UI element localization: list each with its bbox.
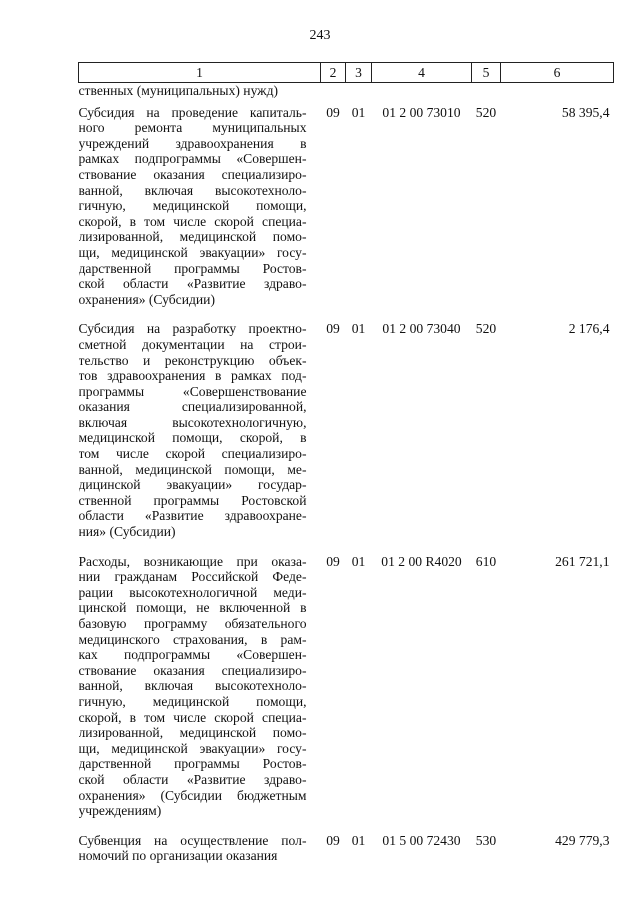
description-line: оказания специализированной, xyxy=(78,399,307,415)
description-line: рамках подпрограммы «Совершен- xyxy=(78,151,307,167)
column-header: 6 xyxy=(501,63,614,83)
amount: 261 721,1 xyxy=(555,553,610,569)
continuation-text: ственных (муниципальных) нужд) xyxy=(78,83,279,98)
description-line: тов здравоохранения в рамках под- xyxy=(78,368,307,384)
description-line: учреждений здравоохранения в xyxy=(78,135,307,151)
target-code: 01 2 00 R4020 xyxy=(381,553,462,569)
description-line: гичную, медицинской помощи, xyxy=(78,198,307,214)
ministry-code: 09 xyxy=(326,553,340,569)
description-line: ванной, включая высокотехноло- xyxy=(78,678,307,694)
description-line: скорой, в том числе скорой специа- xyxy=(78,709,307,725)
description-line: ния» (Субсидии) xyxy=(78,524,176,540)
description-line: номочий по организации оказания xyxy=(78,848,278,864)
budget-table xyxy=(78,62,614,878)
description-line: ванной, медицинской помощи, ме- xyxy=(78,461,307,477)
column-header: 4 xyxy=(372,63,472,83)
section-code: 01 xyxy=(351,321,366,337)
description-line: щи, медицинской эвакуации» госу- xyxy=(78,244,307,260)
section-code: 01 xyxy=(351,832,366,848)
description-line: скорой, в том числе скорой специа- xyxy=(78,213,307,229)
page-number: 243 xyxy=(309,28,331,43)
description-line: медицинской помощи, скорой, в xyxy=(78,430,307,446)
ministry-code: 09 xyxy=(326,104,340,120)
description-line: ской области «Развитие здраво- xyxy=(78,276,307,292)
target-code: 01 5 00 72430 xyxy=(382,832,461,848)
target-code: 01 2 00 73010 xyxy=(382,104,461,120)
header-row xyxy=(79,63,614,83)
description-line: ствование оказания специализиро- xyxy=(78,166,307,182)
column-header: 2 xyxy=(321,63,346,83)
description-line: учреждениям) xyxy=(78,803,162,819)
description-line: охранения» (Субсидии бюджетным xyxy=(78,787,307,803)
amount: 2 176,4 xyxy=(568,321,610,337)
ministry-code: 09 xyxy=(326,832,340,848)
expense-description xyxy=(79,105,321,322)
description-line: тельство и реконструкцию объек- xyxy=(78,352,307,368)
column-header: 3 xyxy=(346,63,372,83)
description-line: том числе скорой специализиро- xyxy=(78,446,307,462)
expense-type-code: 520 xyxy=(475,104,497,120)
description-line: ской области «Развитие здраво- xyxy=(78,771,307,787)
table-row xyxy=(79,833,614,878)
description-line: Расходы, возникающие при оказа- xyxy=(78,553,307,569)
description-line: лизированной, медицинской помо- xyxy=(78,725,307,741)
description-line: ках подпрограммы «Совершен- xyxy=(78,647,307,663)
section-code: 01 xyxy=(351,104,366,120)
amount: 58 395,4 xyxy=(561,104,610,120)
description-line: сметной документации на строи- xyxy=(78,336,307,352)
amount: 429 779,3 xyxy=(555,832,610,848)
description-line: Субсидия на проведение капиталь- xyxy=(78,104,307,120)
description-line: дарственной программы Ростов- xyxy=(78,260,307,276)
expense-type-code: 530 xyxy=(475,832,497,848)
ministry-code: 09 xyxy=(326,321,340,337)
target-code: 01 2 00 73040 xyxy=(382,321,461,337)
description-line: ванной, включая высокотехноло- xyxy=(78,182,307,198)
description-line: ствование оказания специализиро- xyxy=(78,662,307,678)
description-line: лизированной, медицинской помо- xyxy=(78,229,307,245)
description-line: ного ремонта муниципальных xyxy=(78,120,307,136)
description-line: цинской помощи, не включенной в xyxy=(78,600,307,616)
description-line: охранения» (Субсидии) xyxy=(78,291,215,307)
continuation-row xyxy=(79,83,614,105)
expense-description xyxy=(79,554,321,833)
expense-description xyxy=(79,321,321,553)
column-header: 1 xyxy=(79,63,321,83)
expense-type-code: 520 xyxy=(475,321,497,337)
description-line: гичную, медицинской помощи, xyxy=(78,693,307,709)
description-line: нии гражданам Российской Феде- xyxy=(78,569,307,585)
table-row xyxy=(79,554,614,833)
description-line: дицинской эвакуации» государ- xyxy=(78,477,307,493)
expense-type-code: 610 xyxy=(475,553,497,569)
description-line: базовую программу обязательного xyxy=(78,616,307,631)
column-header: 5 xyxy=(472,63,501,83)
description-line: рации высокотехнологичной меди- xyxy=(78,584,307,600)
description-line: медицинского страхования, в рам- xyxy=(78,631,307,647)
description-line: Субсидия на разработку проектно- xyxy=(78,321,307,337)
description-line: области «Развитие здравоохране- xyxy=(78,508,307,524)
section-code: 01 xyxy=(351,553,366,569)
table-row xyxy=(79,105,614,322)
table-row xyxy=(79,321,614,553)
description-line: дарственной программы Ростов- xyxy=(78,756,307,772)
description-line: ственной программы Ростовской xyxy=(78,492,307,508)
description-line: Субвенция на осуществление пол- xyxy=(78,832,307,848)
expense-description xyxy=(79,833,321,878)
description-line: программы «Совершенствование xyxy=(78,383,307,399)
table-body xyxy=(79,83,614,878)
description-line: включая высокотехнологичную, xyxy=(78,414,307,430)
description-line: щи, медицинской эвакуации» госу- xyxy=(78,740,307,756)
